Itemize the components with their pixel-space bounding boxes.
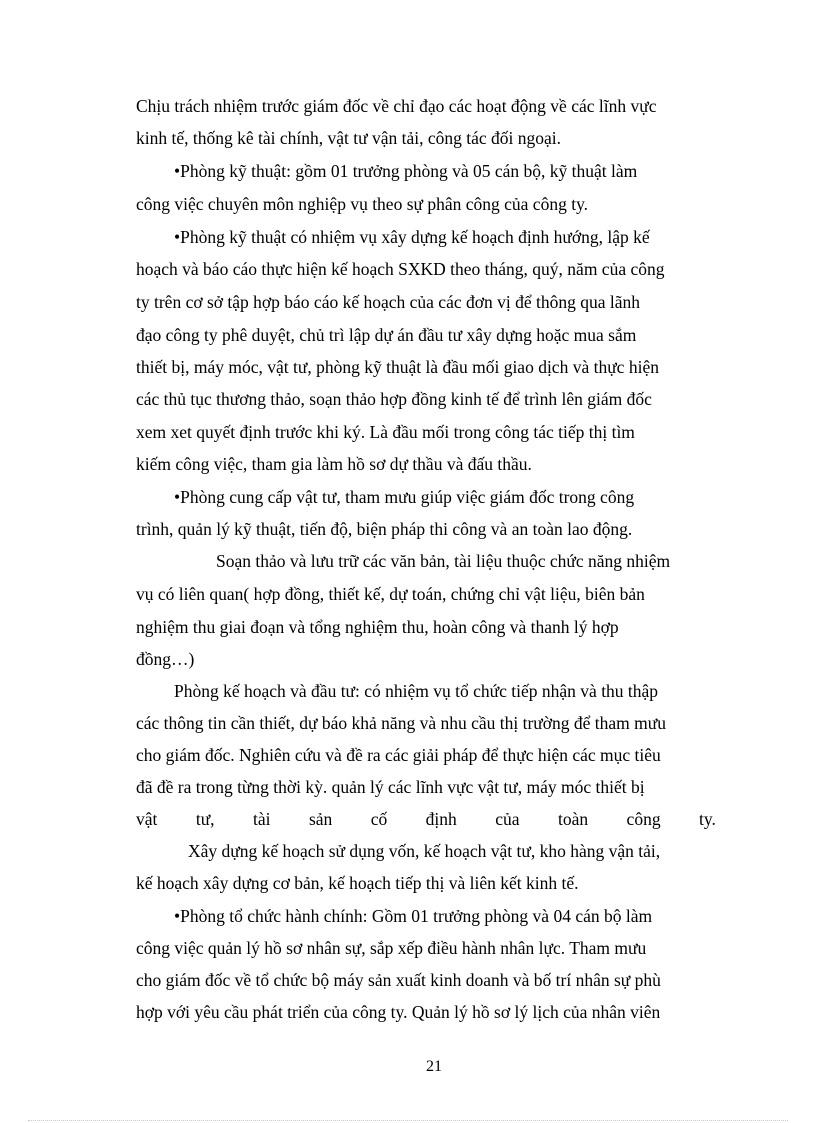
text-line-17: nghiệm thu giai đoạn và tổng nghiệm thu, hoàn công và thanh lý hợp	[136, 617, 619, 637]
text-line-18: đồng…)	[136, 649, 195, 669]
text-line-29: hợp với yêu cầu phát triển của công ty. Quản lý hồ sơ lý lịch của nhân viên	[136, 1002, 661, 1022]
text-line-16: vụ có liên quan( hợp đồng, thiết kế, dự toán, chứng chỉ vật liệu, biên bản	[136, 584, 645, 604]
text-line-9: thiết bị, máy móc, vật tư, phòng kỹ thuật là đầu mối giao dịch và thực hiện	[136, 357, 659, 377]
spread-word: của	[495, 809, 520, 829]
text-line-15: Soạn thảo và lưu trữ các văn bản, tài liệu thuộc chức năng nhiệm	[216, 551, 671, 571]
text-line-13: •Phòng cung cấp vật tư, tham mưu giúp việc giám đốc trong công	[174, 487, 635, 507]
text-line-10: các thủ tục thương thảo, soạn thảo hợp đồng kinh tế để trình lên giám đốc	[136, 389, 652, 409]
text-line-24: Xây dựng kế hoạch sử dụng vốn, kế hoạch vật tư, kho hàng vận tải,	[188, 841, 661, 861]
text-line-5: •Phòng kỹ thuật có nhiệm vụ xây dựng kế hoạch định hướng, lập kế	[174, 227, 650, 247]
spread-word: toàn	[557, 809, 589, 829]
text-line-8: đạo công ty phê duyệt, chủ trì lập dự án đầu tư xây dựng hoặc mua sắm	[136, 325, 637, 345]
spread-word: công	[626, 809, 661, 829]
spread-word: sản	[308, 809, 333, 829]
text-line-25: kế hoạch xây dựng cơ bản, kế hoạch tiếp thị và liên kết kinh tế.	[136, 873, 579, 893]
spread-word: ty.	[699, 809, 716, 829]
text-line-28: cho giám đốc về tổ chức bộ máy sản xuất kinh doanh và bố trí nhân sự phù	[136, 970, 661, 990]
text-line-14: trình, quản lý kỹ thuật, tiến độ, biện pháp thi công và an toàn lao động.	[136, 519, 633, 539]
spread-word: tư,	[195, 809, 215, 829]
spread-word: định	[425, 809, 457, 829]
text-line-20: các thông tin cần thiết, dự báo khả năng và nhu cầu thị trường để tham mưu	[136, 713, 666, 733]
text-line-19: Phòng kế hoạch và đầu tư: có nhiệm vụ tổ chức tiếp nhận và thu thập	[174, 681, 659, 701]
text-line-26: •Phòng tổ chức hành chính: Gồm 01 trưởng phòng và 04 cán bộ làm	[174, 906, 653, 926]
text-line-3: •Phòng kỹ thuật: gồm 01 trưởng phòng và 05 cán bộ, kỹ thuật làm	[174, 161, 638, 181]
spread-word: cố	[370, 809, 388, 829]
text-line-27: công việc quản lý hồ sơ nhân sự, sắp xếp điều hành nhân lực. Tham mưu	[136, 938, 647, 958]
text-line-7: ty trên cơ sở tập hợp báo cáo kế hoạch của các đơn vị để thông qua lãnh	[136, 292, 640, 312]
text-line-2: kinh tế, thống kê tài chính, vật tư vận tải, công tác đối ngoại.	[136, 128, 562, 148]
text-line-23	[136, 809, 716, 829]
spread-word: vật	[136, 809, 158, 829]
text-line-6: hoạch và báo cáo thực hiện kế hoạch SXKD theo tháng, quý, năm của công	[136, 259, 665, 279]
text-line-12: kiếm công việc, tham gia làm hồ sơ dự thầu và đấu thầu.	[136, 454, 532, 474]
page-number: 21	[426, 1058, 442, 1075]
text-line-21: cho giám đốc. Nghiên cứu và đề ra các giải pháp để thực hiện các mục tiêu	[136, 745, 661, 765]
text-line-11: xem xet quyết định trước khi ký. Là đầu mối trong công tác tiếp thị tìm	[136, 422, 635, 442]
text-line-22: đã đề ra trong từng thời kỳ. quản lý các lĩnh vực vật tư, máy móc thiết bị	[136, 777, 645, 797]
spread-word: tài	[253, 809, 271, 829]
page-bottom-rule	[28, 1120, 788, 1121]
text-line-4: công việc chuyên môn nghiệp vụ theo sự phân công của công ty.	[136, 194, 589, 214]
text-line-1: Chịu trách nhiệm trước giám đốc về chỉ đạo các hoạt động về các lĩnh vực	[136, 96, 657, 116]
